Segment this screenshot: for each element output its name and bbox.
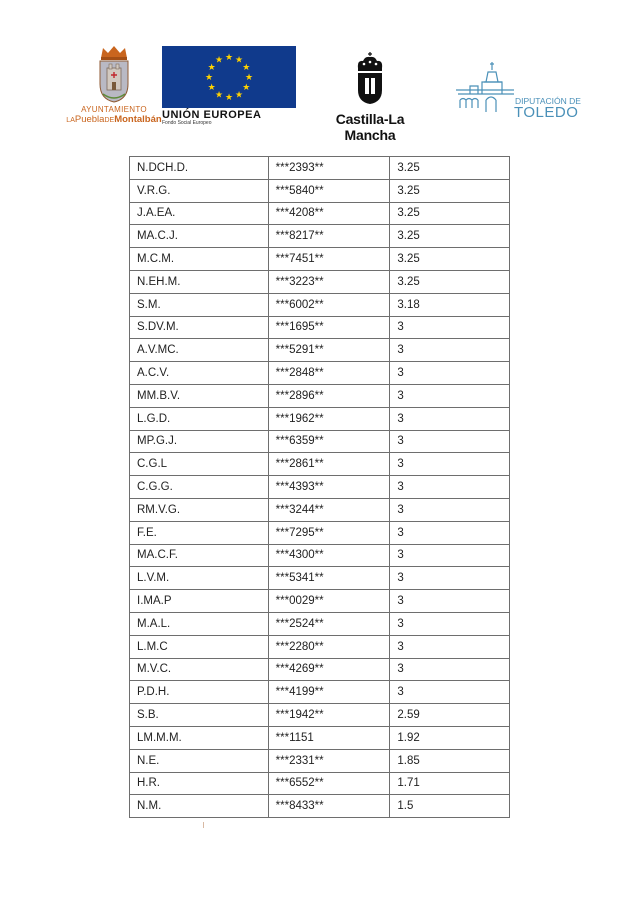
table-row	[130, 202, 510, 225]
name-cell: M.A.L.	[130, 612, 269, 635]
name-cell: MP.G.J.	[130, 430, 269, 453]
table-row	[130, 293, 510, 316]
id-cell: ***0029**	[268, 590, 390, 613]
clm-title: Castilla-La Mancha	[335, 111, 405, 143]
score-cell: 3	[390, 498, 510, 521]
id-cell: ***1151	[268, 726, 390, 749]
id-cell: ***2524**	[268, 612, 390, 635]
table-row	[130, 157, 510, 180]
eu-star-icon: ★	[224, 52, 234, 62]
name-cell: N.E.	[130, 749, 269, 772]
id-cell: ***5840**	[268, 179, 390, 202]
name-cell: J.A.EA.	[130, 202, 269, 225]
eu-star-icon: ★	[204, 72, 214, 82]
id-cell: ***4208**	[268, 202, 390, 225]
table-row	[130, 704, 510, 727]
id-cell: ***5291**	[268, 339, 390, 362]
table-row	[130, 612, 510, 635]
table-row	[130, 225, 510, 248]
score-cell: 1.85	[390, 749, 510, 772]
score-cell: 3.25	[390, 225, 510, 248]
name-cell: C.G.G.	[130, 476, 269, 499]
name-cell: L.V.M.	[130, 567, 269, 590]
eu-flag-icon	[162, 46, 296, 108]
score-cell: 3	[390, 635, 510, 658]
table-row	[130, 772, 510, 795]
name-cell: RM.V.G.	[130, 498, 269, 521]
score-cell: 3	[390, 339, 510, 362]
table-row	[130, 544, 510, 567]
eu-star-icon: ★	[224, 92, 234, 102]
table-row	[130, 498, 510, 521]
name-cell: H.R.	[130, 772, 269, 795]
table-row	[130, 407, 510, 430]
name-cell: S.M.	[130, 293, 269, 316]
score-cell: 3	[390, 453, 510, 476]
eu-star-icon: ★	[207, 62, 216, 72]
table-row	[130, 567, 510, 590]
table-row	[130, 362, 510, 385]
name-cell: A.C.V.	[130, 362, 269, 385]
table-row	[130, 749, 510, 772]
name-cell: P.D.H.	[130, 681, 269, 704]
table-row	[130, 795, 510, 818]
eu-star-icon: ★	[234, 54, 244, 65]
table-row	[130, 270, 510, 293]
id-cell: ***8217**	[268, 225, 390, 248]
table-row	[130, 316, 510, 339]
toledo-title: TOLEDO	[514, 104, 579, 121]
id-cell: ***1942**	[268, 704, 390, 727]
puebla-line2: LAPueblaDEMontalbán	[66, 114, 162, 125]
eu-star-icon: ★	[242, 62, 251, 72]
name-cell: MA.C.F.	[130, 544, 269, 567]
name-cell: N.EH.M.	[130, 270, 269, 293]
toledo-skyline-icon	[456, 60, 516, 122]
header-logos	[0, 0, 637, 143]
table-row	[130, 453, 510, 476]
puebla-de-montalban-logo	[64, 44, 164, 128]
score-cell: 3	[390, 544, 510, 567]
name-cell: N.M.	[130, 795, 269, 818]
score-cell: 3	[390, 384, 510, 407]
results-table	[129, 156, 510, 818]
id-cell: ***4269**	[268, 658, 390, 681]
score-cell: 3.25	[390, 179, 510, 202]
id-cell: ***7295**	[268, 521, 390, 544]
table-row	[130, 635, 510, 658]
table-row	[130, 339, 510, 362]
eu-star-icon: ★	[214, 54, 224, 65]
results-table-body	[130, 157, 510, 818]
table-row	[130, 430, 510, 453]
eu-star-icon: ★	[207, 82, 216, 92]
id-cell: ***2861**	[268, 453, 390, 476]
id-cell: ***7451**	[268, 248, 390, 271]
id-cell: ***3223**	[268, 270, 390, 293]
id-cell: ***6552**	[268, 772, 390, 795]
score-cell: 3	[390, 658, 510, 681]
score-cell: 3	[390, 430, 510, 453]
id-cell: ***1962**	[268, 407, 390, 430]
score-cell: 3	[390, 407, 510, 430]
name-cell: LM.M.M.	[130, 726, 269, 749]
coat-of-arms-icon	[97, 44, 131, 104]
table-row	[130, 521, 510, 544]
id-cell: ***6359**	[268, 430, 390, 453]
name-cell: C.G.L	[130, 453, 269, 476]
table-row	[130, 658, 510, 681]
puebla-line1: AYUNTAMIENTO	[81, 105, 147, 114]
eu-star-icon: ★	[244, 72, 254, 82]
score-cell: 3	[390, 476, 510, 499]
name-cell: S.B.	[130, 704, 269, 727]
id-cell: ***3244**	[268, 498, 390, 521]
eu-title: UNIÓN EUROPEA	[162, 109, 262, 121]
table-row	[130, 590, 510, 613]
table-row	[130, 384, 510, 407]
eu-subtitle: Fondo Social Europeo	[162, 120, 212, 126]
table-row	[130, 726, 510, 749]
name-cell: F.E.	[130, 521, 269, 544]
eu-star-icon: ★	[234, 89, 244, 100]
table-row	[130, 681, 510, 704]
table-row	[130, 179, 510, 202]
scan-mark	[203, 822, 204, 828]
table-row	[130, 476, 510, 499]
score-cell: 3.25	[390, 270, 510, 293]
score-cell: 3	[390, 316, 510, 339]
toledo-subtitle: DIPUTACIÓN DE	[515, 96, 581, 106]
id-cell: ***4300**	[268, 544, 390, 567]
name-cell: MM.B.V.	[130, 384, 269, 407]
score-cell: 3	[390, 567, 510, 590]
score-cell: 3.25	[390, 202, 510, 225]
eu-star-icon: ★	[242, 82, 251, 92]
name-cell: A.V.MC.	[130, 339, 269, 362]
eu-logo	[162, 46, 298, 126]
id-cell: ***2896**	[268, 384, 390, 407]
id-cell: ***5341**	[268, 567, 390, 590]
id-cell: ***8433**	[268, 795, 390, 818]
id-cell: ***4393**	[268, 476, 390, 499]
id-cell: ***2393**	[268, 157, 390, 180]
castilla-la-mancha-logo	[310, 52, 430, 143]
name-cell: I.MA.P	[130, 590, 269, 613]
name-cell: N.DCH.D.	[130, 157, 269, 180]
name-cell: V.R.G.	[130, 179, 269, 202]
name-cell: M.V.C.	[130, 658, 269, 681]
name-cell: S.DV.M.	[130, 316, 269, 339]
score-cell: 3.25	[390, 157, 510, 180]
score-cell: 3	[390, 362, 510, 385]
score-cell: 1.92	[390, 726, 510, 749]
table-row	[130, 248, 510, 271]
eu-star-icon: ★	[214, 89, 224, 100]
score-cell: 2.59	[390, 704, 510, 727]
name-cell: L.M.C	[130, 635, 269, 658]
id-cell: ***2331**	[268, 749, 390, 772]
score-cell: 3.25	[390, 248, 510, 271]
name-cell: M.C.M.	[130, 248, 269, 271]
id-cell: ***4199**	[268, 681, 390, 704]
id-cell: ***2280**	[268, 635, 390, 658]
score-cell: 3.18	[390, 293, 510, 316]
score-cell: 1.71	[390, 772, 510, 795]
score-cell: 3	[390, 521, 510, 544]
clm-emblem-icon	[355, 52, 385, 104]
id-cell: ***1695**	[268, 316, 390, 339]
id-cell: ***2848**	[268, 362, 390, 385]
score-cell: 3	[390, 681, 510, 704]
score-cell: 1.5	[390, 795, 510, 818]
score-cell: 3	[390, 590, 510, 613]
name-cell: MA.C.J.	[130, 225, 269, 248]
diputacion-toledo-logo	[456, 60, 586, 122]
name-cell: L.G.D.	[130, 407, 269, 430]
id-cell: ***6002**	[268, 293, 390, 316]
score-cell: 3	[390, 612, 510, 635]
